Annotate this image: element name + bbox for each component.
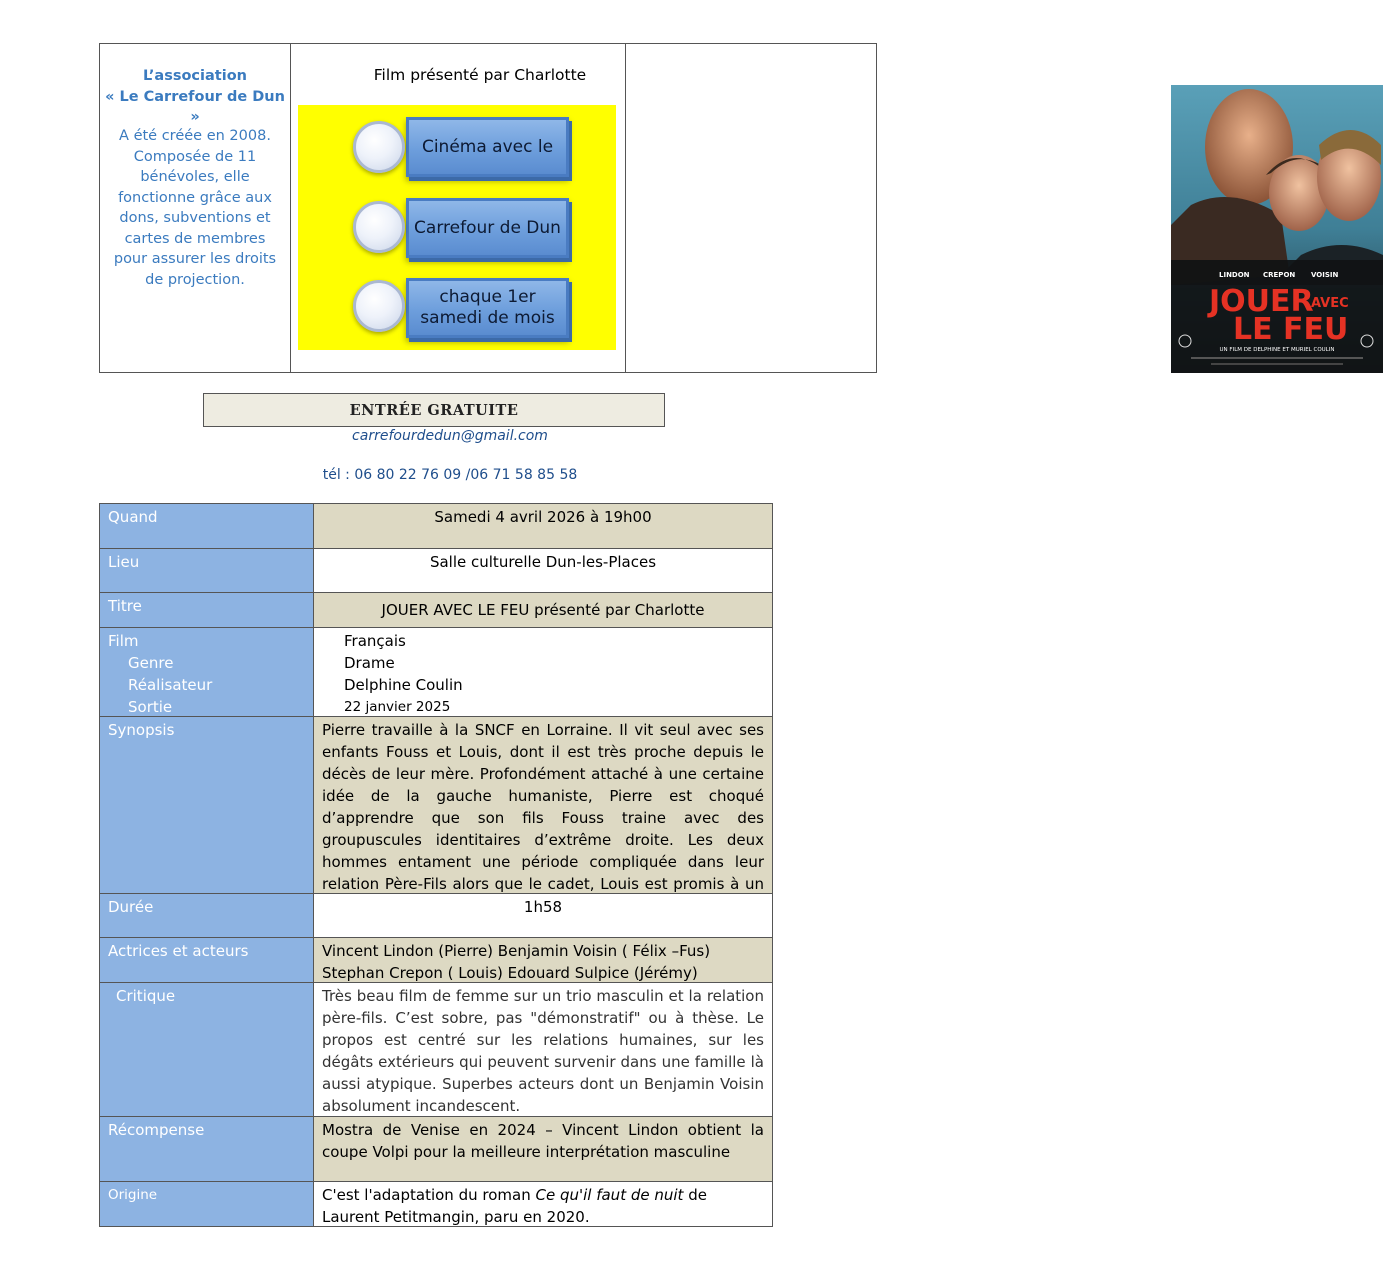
poster-title-line2: LE FEU bbox=[1233, 312, 1349, 347]
contact-phone: tél : 06 80 22 76 09 /06 71 58 85 58 bbox=[322, 467, 578, 483]
row-titre bbox=[99, 592, 773, 628]
association-title-line2: « Le Carrefour de Dun » bbox=[105, 88, 285, 125]
poster-credit: UN FILM DE DELPHINE ET MURIEL COULIN bbox=[1219, 347, 1335, 353]
label-lieu: Lieu bbox=[100, 549, 314, 592]
value-synopsis: Pierre travaille à la SNCF en Lorraine. Il vit seul avec ses enfants Fouss et Louis, dont il est très proche depuis le décès de leur mère. Profondément attaché à une certaine idée de la gauche humaniste, Pierre est choqué d’apprendre que son fils Fouss traine avec des groupuscules identitaires d’extrême droite. Les deux hommes entament une période compliquée dans leur relation Père-Fils alors que le cadet, Louis est promis à un bbox=[314, 717, 772, 893]
label-synopsis: Synopsis bbox=[100, 717, 314, 893]
value-lieu: Salle culturelle Dun-les-Places bbox=[314, 549, 772, 592]
value-origine bbox=[314, 1182, 772, 1226]
row-recompense bbox=[99, 1116, 773, 1182]
graphic-bullet-2 bbox=[353, 201, 405, 253]
label-quand: Quand bbox=[100, 504, 314, 548]
label-film bbox=[100, 628, 314, 716]
label-genre: Genre bbox=[128, 654, 174, 672]
origine-book-title: Ce qu'il faut de nuit bbox=[535, 1186, 684, 1204]
label-film-title: Film bbox=[108, 632, 139, 650]
label-titre: Titre bbox=[100, 593, 314, 627]
label-recompense: Récompense bbox=[100, 1117, 314, 1181]
value-langue: Français bbox=[344, 632, 406, 650]
cinema-graphic bbox=[298, 105, 616, 350]
value-titre: JOUER AVEC LE FEU présenté par Charlotte bbox=[314, 593, 772, 627]
value-acteurs-line2: Stephan Crepon ( Louis) Edouard Sulpice (Jérémy) bbox=[322, 964, 698, 982]
poster-actor-3: VOISIN bbox=[1311, 271, 1339, 279]
value-realisateur: Delphine Coulin bbox=[344, 676, 463, 694]
origine-suffix: de Laurent Petitmangin, paru en 2020. bbox=[322, 1186, 707, 1226]
row-duree bbox=[99, 893, 773, 938]
poster-image bbox=[1171, 85, 1383, 373]
label-realisateur: Réalisateur bbox=[128, 676, 213, 694]
value-sortie: 22 janvier 2025 bbox=[344, 699, 451, 715]
value-recompense: Mostra de Venise en 2024 – Vincent Lindon obtient la coupe Volpi pour la meilleure interprétation masculine bbox=[314, 1117, 772, 1181]
graphic-pill-2: Carrefour de Dun bbox=[406, 198, 569, 258]
graphic-pill-3: chaque 1er samedi de mois bbox=[406, 278, 569, 338]
row-acteurs bbox=[99, 937, 773, 983]
poster-title-line1: JOUER bbox=[1209, 284, 1314, 319]
film-poster bbox=[1171, 85, 1383, 373]
association-description: A été créée en 2008. Composée de 11 bénévoles, elle fonctionne grâce aux dons, subventions et cartes de membres pour assurer les droits de projection. bbox=[113, 128, 277, 288]
row-quand bbox=[99, 503, 773, 549]
association-cell bbox=[100, 44, 291, 372]
poster-cell bbox=[625, 44, 1349, 372]
poster-actor-2: CREPON bbox=[1263, 271, 1296, 279]
label-sortie: Sortie bbox=[128, 698, 173, 716]
value-acteurs bbox=[314, 938, 772, 982]
row-film bbox=[99, 627, 773, 717]
free-entry-banner: ENTRÉE GRATUITE bbox=[203, 393, 665, 427]
label-critique: Critique bbox=[100, 983, 314, 1116]
value-genre: Drame bbox=[344, 654, 395, 672]
graphic-bullet-3 bbox=[353, 280, 405, 332]
contact-email[interactable]: carrefourdedun@gmail.com bbox=[352, 428, 548, 444]
poster-title-avec: AVEC bbox=[1311, 296, 1349, 311]
row-origine bbox=[99, 1181, 773, 1227]
value-duree: 1h58 bbox=[314, 894, 772, 937]
row-lieu bbox=[99, 548, 773, 593]
graphic-pill-1: Cinéma avec le bbox=[406, 117, 569, 177]
row-critique bbox=[99, 982, 773, 1117]
value-acteurs-line1: Vincent Lindon (Pierre) Benjamin Voisin ( Félix –Fus) bbox=[322, 942, 711, 960]
film-presented-by: Film présenté par Charlotte bbox=[373, 66, 587, 84]
film-info-table bbox=[99, 503, 773, 1227]
poster-actor-1: LINDON bbox=[1219, 271, 1250, 279]
graphic-bullet-1 bbox=[353, 121, 405, 173]
value-quand: Samedi 4 avril 2026 à 19h00 bbox=[314, 504, 772, 548]
value-film bbox=[314, 628, 772, 716]
label-acteurs: Actrices et acteurs bbox=[100, 938, 314, 982]
association-title-line1: L’association bbox=[143, 68, 247, 84]
value-critique: Très beau film de femme sur un trio masculin et la relation père-fils. C’est sobre, pas "démonstratif" ou à thèse. Le propos est centré sur les relations humaines, sur les dégâts extérieurs qui peuvent survenir dans une famille là aussi atypique. Superbes acteurs dont un Benjamin Voisin absolument incandescent. bbox=[314, 983, 772, 1116]
label-duree: Durée bbox=[100, 894, 314, 937]
row-synopsis bbox=[99, 716, 773, 894]
association-title bbox=[100, 66, 290, 128]
origine-prefix: C'est l'adaptation du roman bbox=[322, 1186, 536, 1204]
label-origine: Origine bbox=[100, 1182, 314, 1226]
